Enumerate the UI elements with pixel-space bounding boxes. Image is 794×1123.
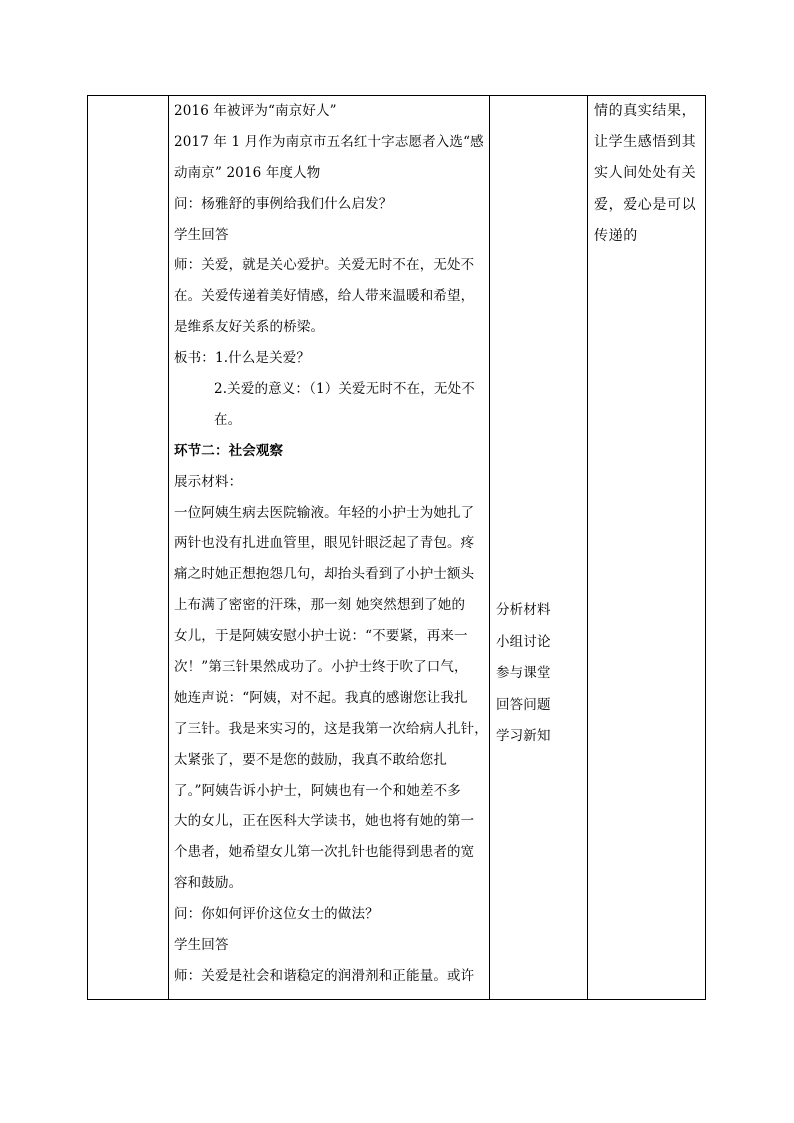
student-activity-text bbox=[496, 595, 551, 753]
content-line: 问：你如何评价这位女士的做法？ bbox=[174, 906, 379, 923]
content-line: 板书：1.什么是关爱？ bbox=[174, 350, 311, 367]
activity-line: 小组讨论 bbox=[496, 633, 551, 650]
content-line: 女儿，于是阿姨安慰小护士说：“不要紧，再来一 bbox=[174, 628, 468, 645]
section-heading: 环节二：社会观察 bbox=[174, 442, 284, 459]
activity-line: 参与课堂 bbox=[496, 665, 551, 681]
content-line: 个患者，她希望女儿第一次扎针也能得到患者的宽 bbox=[174, 844, 475, 861]
content-line: 痛之时她正想抱怨几句，却抬头看到了小护士额头 bbox=[174, 566, 475, 583]
design-intent-text bbox=[594, 96, 696, 252]
content-line: 2017 年 1 月作为南京市五名红十字志愿者入选“感 bbox=[174, 133, 484, 150]
activity-line: 学习新知 bbox=[496, 728, 551, 744]
content-line: 大的女儿，正在医科大学读书，她也将有她的第一 bbox=[174, 813, 475, 830]
content-line: 次！”第三针果然成功了。小护士终于吹了口气， bbox=[174, 659, 468, 676]
content-line: 一位阿姨生病去医院输液。年轻的小护士为她扎了 bbox=[174, 504, 475, 521]
content-line: 两针也没有扎进血管里，眼见针眼泛起了青包。疼 bbox=[174, 535, 475, 552]
activity-line: 分析材料 bbox=[496, 602, 551, 618]
content-line: 动南京” 2016 年度人物 bbox=[174, 164, 321, 181]
content-line: 问：杨雅舒的事例给我们什么启发？ bbox=[174, 195, 393, 212]
content-line: 在。 bbox=[214, 411, 242, 428]
content-line: 展示材料： bbox=[174, 473, 243, 490]
content-line: 是维系友好关系的桥梁。 bbox=[174, 319, 325, 336]
content-line: 太紧张了，要不是您的鼓励，我真不敢给您扎 bbox=[174, 751, 447, 768]
content-line: 上布满了密密的汗珠，那一刻 她突然想到了她的 bbox=[174, 597, 466, 614]
intent-line: 让学生感悟到其 bbox=[594, 134, 697, 151]
intent-line: 实人间处处有关 bbox=[594, 165, 697, 182]
content-line: 2016 年被评为“南京好人” bbox=[174, 103, 337, 119]
content-line: 学生回答 bbox=[174, 226, 229, 243]
activity-line: 回答问题 bbox=[496, 696, 551, 713]
content-line: 师：关爱，就是关心爱护。关爱无时不在，无处不 bbox=[174, 257, 475, 274]
teaching-content-cell bbox=[169, 96, 489, 999]
teaching-content-text bbox=[174, 96, 489, 992]
intent-line: 爱，爱心是可以 bbox=[594, 196, 697, 213]
intent-line: 情的真实结果， bbox=[594, 103, 697, 119]
content-line: 学生回答 bbox=[174, 937, 229, 954]
content-line: 了。”阿姨告诉小护士，阿姨也有一个和她差不多 bbox=[174, 782, 461, 799]
lesson-plan-table bbox=[87, 95, 706, 1000]
design-intent-cell bbox=[588, 96, 706, 999]
student-activity-cell bbox=[490, 96, 587, 999]
content-line: 2.关爱的意义：（1）关爱无时不在，无处不 bbox=[214, 381, 475, 398]
intent-line: 传递的 bbox=[594, 227, 638, 244]
content-line: 师：关爱是社会和谐稳定的润滑剂和正能量。或许 bbox=[174, 967, 475, 984]
content-line: 容和鼓励。 bbox=[174, 875, 243, 892]
content-line: 她连声说：“阿姨，对不起。我真的感谢您让我扎 bbox=[174, 689, 468, 706]
content-line: 在。关爱传递着美好情感，给人带来温暖和希望， bbox=[174, 288, 475, 305]
stage-cell bbox=[88, 96, 168, 999]
content-line: 了三针。我是来实习的，这是我第一次给病人扎针， bbox=[174, 720, 488, 737]
